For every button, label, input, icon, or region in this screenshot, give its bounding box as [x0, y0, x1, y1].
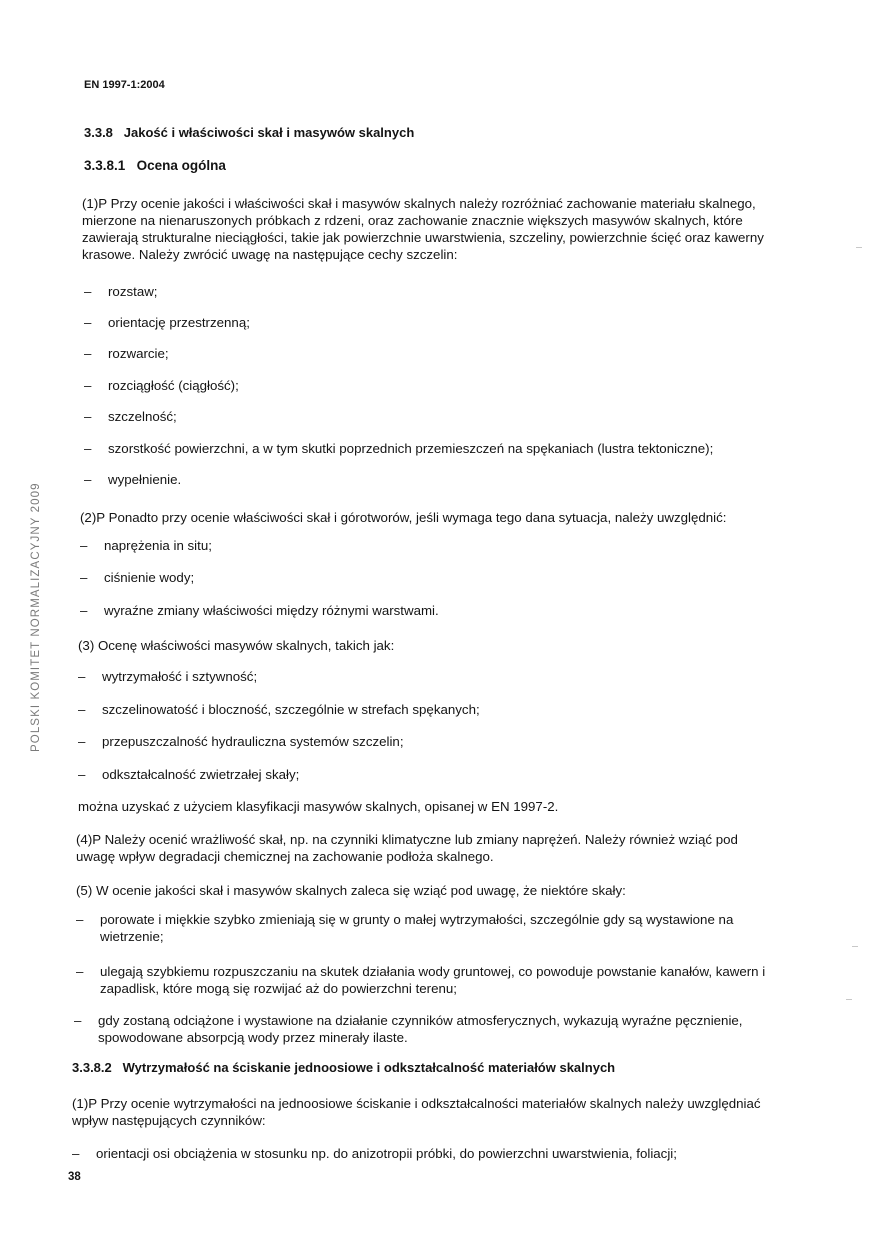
list-item: – ciśnienie wody;: [80, 570, 195, 585]
scan-edge-mark: [852, 946, 858, 947]
paragraph-3-tail: można uzyskać z użyciem klasyfikacji masywów skalnych, opisanej w EN 1997-2.: [78, 799, 559, 814]
section-heading-3-3-8-2: [72, 1060, 615, 1075]
list-dash: –: [84, 346, 92, 361]
scan-edge-mark: [856, 247, 862, 248]
list-dash: –: [80, 538, 88, 553]
list-item: – odkształcalność zwietrzałej skały;: [78, 767, 300, 782]
list-dash: –: [84, 441, 92, 456]
list-dash: –: [74, 1013, 82, 1028]
list-dash: –: [84, 472, 92, 487]
list-dash: –: [80, 570, 88, 585]
list-dash: –: [78, 669, 86, 684]
section-number: 3.3.8: [84, 125, 113, 140]
list-item: – porowate i miękkie szybko zmieniają się w grunty o małej wytrzymałości, szczególnie gdy są wystawione na wietrzenie;: [76, 912, 734, 944]
list-item: – orientację przestrzenną;: [84, 315, 250, 330]
list-dash: –: [80, 603, 88, 618]
scan-edge-mark: [846, 999, 852, 1000]
list-dash: –: [76, 964, 84, 979]
list-dash: –: [72, 1146, 80, 1161]
list-dash: –: [84, 315, 92, 330]
paragraph-5: (5) W ocenie jakości skał i masywów skalnych zaleca się wziąć pod uwagę, że niektóre skały:: [76, 883, 626, 898]
side-watermark-text: POLSKI KOMITET NORMALIZACYJNY 2009: [30, 482, 42, 752]
standard-header: EN 1997-1:2004: [84, 79, 165, 91]
list-item: – wyraźne zmiany właściwości między różnymi warstwami.: [80, 603, 439, 618]
list-item: – rozciągłość (ciągłość);: [84, 378, 239, 393]
list-item: – ulegają szybkiemu rozpuszczaniu na skutek działania wody gruntowej, co powoduje powstanie kanałów, kawern i zapadlisk, które mogą się rozwijać aż do powierzchni terenu;: [76, 964, 766, 996]
paragraph-2: (2)P Ponadto przy ocenie właściwości skał i górotworów, jeśli wymaga tego dana sytuacja, należy uwzględnić:: [80, 510, 727, 525]
list-dash: –: [78, 734, 86, 749]
list-item: – przepuszczalność hydrauliczna systemów szczelin;: [78, 734, 404, 749]
list-item: – gdy zostaną odciążone i wystawione na działanie czynników atmosferycznych, wykazują wyraźne pęcznienie, spowodowane absorpcją wody przez minerały ilaste.: [74, 1013, 743, 1045]
section-title: Ocena ogólna: [136, 158, 226, 173]
list-dash: –: [84, 284, 92, 299]
list-item: – szorstkość powierzchni, a w tym skutki poprzednich przemieszczeń na spękaniach (lustra tektoniczne);: [84, 441, 714, 456]
list-item: – rozstaw;: [84, 284, 158, 299]
list-dash: –: [84, 409, 92, 424]
paragraph-6: (1)P Przy ocenie wytrzymałości na jednoosiowe ściskanie i odkształcalności materiałów skalnych należy uwzględniać wpływ następujących czynników:: [72, 1096, 761, 1128]
list-item: – orientacji osi obciążenia w stosunku np. do anizotropii próbki, do powierzchni uwarstwienia, foliacji;: [72, 1146, 677, 1161]
list-dash: –: [84, 378, 92, 393]
list-item: – wypełnienie.: [84, 472, 182, 487]
section-number: 3.3.8.1: [84, 158, 126, 173]
paragraph-4: (4)P Należy ocenić wrażliwość skał, np. na czynniki klimatyczne lub zmiany naprężeń. Należy również wziąć pod uwagę wpływ degradacji chemicznej na zachowanie podłoża skalnego.: [76, 832, 738, 864]
list-item: – rozwarcie;: [84, 346, 169, 361]
section-heading-3-3-8-1: [84, 158, 226, 173]
page-number: 38: [68, 1171, 81, 1183]
list-dash: –: [78, 702, 86, 717]
list-item: – naprężenia in situ;: [80, 538, 212, 553]
paragraph-3: (3) Ocenę właściwości masywów skalnych, takich jak:: [78, 638, 395, 653]
section-number: 3.3.8.2: [72, 1060, 112, 1075]
list-dash: –: [78, 767, 86, 782]
section-title: Jakość i właściwości skał i masywów skalnych: [123, 125, 415, 140]
list-dash: –: [76, 912, 84, 927]
section-title: Wytrzymałość na ściskanie jednoosiowe i odkształcalność materiałów skalnych: [122, 1060, 616, 1075]
paragraph-1: (1)P Przy ocenie jakości i właściwości skał i masywów skalnych należy rozróżniać zachowanie materiału skalnego, mierzone na nienaruszonych próbkach z rdzeni, oraz zachowanie znacznie większych masywów skalnych, które zawierają strukturalne nieciągłości, takie jak powierzchnie uwarstwienia, szczeliny, powierzchnie ścięć oraz kawerny krasowe. Należy zwrócić uwagę na następujące cechy szczelin:: [82, 196, 764, 262]
section-heading-3-3-8: [84, 125, 414, 140]
list-item: – wytrzymałość i sztywność;: [78, 669, 258, 684]
list-item: – szczelinowatość i bloczność, szczególnie w strefach spękanych;: [78, 702, 480, 717]
list-item: – szczelność;: [84, 409, 177, 424]
